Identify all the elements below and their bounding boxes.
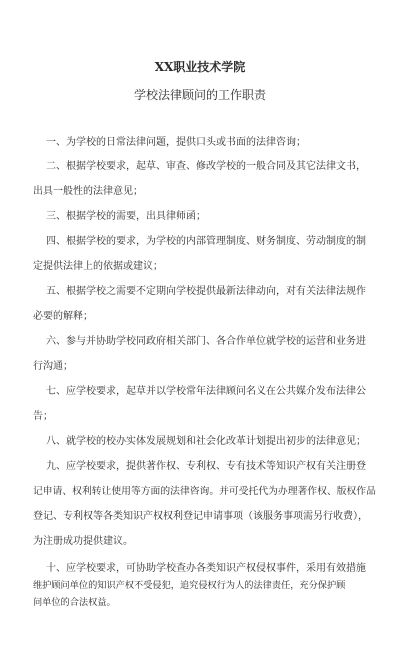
document-title: XX职业技术学院 — [154, 60, 246, 74]
item-4-line-2: 定提供法律上的依据或建议； — [33, 261, 163, 272]
item-4-line-1: 四、根据学校的要求，为学校的内部管理制度、财务制度、劳动制度的制 — [46, 236, 366, 247]
item-9-line-1: 九、应学校要求，提供著作权、专利权、专有技术等知识产权有关注册登 — [46, 461, 366, 472]
item-6-line-1: 六、参与并协助学校同政府相关部门、各合作单位就学校的运营和业务进 — [46, 336, 366, 347]
item-5-line-2: 必要的解释； — [33, 311, 93, 322]
document-subtitle: 学校法律顾问的工作职责 — [133, 88, 266, 102]
item-9-line-2: 记申请、权利转让使用等方面的法律咨询。并可受托代为办理著作权、版权作品 — [33, 486, 376, 497]
item-7-line-1: 七、应学校要求，起草并以学校常年法律顾问名义在公共媒介发布法律公 — [46, 386, 366, 397]
item-2-line-1: 二、根据学校要求，起草、审查、修改学校的一般合同及其它法律文书， — [46, 161, 366, 172]
item-1-line-1: 一、为学校的日常法律问题，提供口头或书面的法律咨询； — [46, 137, 306, 148]
item-10-line-3: 问单位的合法权益。 — [33, 597, 116, 608]
item-10-line-1: 十、应学校要求，可协助学校查办各类知识产权侵权事件，采用有效措施 — [46, 563, 366, 574]
item-6-line-2: 行沟通； — [33, 361, 73, 372]
item-9-line-4: 为注册成功提供建议。 — [33, 536, 133, 547]
item-8-line-1: 八、就学校的校办实体发展规划和社会化改革计划提出初步的法律意见； — [46, 436, 366, 447]
item-10-line-2: 维护顾问单位的知识产权不受侵犯，追究侵权行为人的法律责任，充分保护顾 — [33, 580, 346, 591]
item-3-line-1: 三、根据学校的需要，出具律师函； — [46, 211, 206, 222]
item-5-line-1: 五、根据学校之需要不定期向学校提供最新法律动向，对有关法律法规作 — [46, 286, 366, 297]
item-7-line-2: 告； — [33, 411, 53, 422]
item-2-line-2: 出具一般性的法律意见； — [33, 186, 143, 197]
item-9-line-3: 登记、专利权等各类知识产权权利登记申请事项（该服务事项需另行收费）， — [33, 511, 368, 522]
